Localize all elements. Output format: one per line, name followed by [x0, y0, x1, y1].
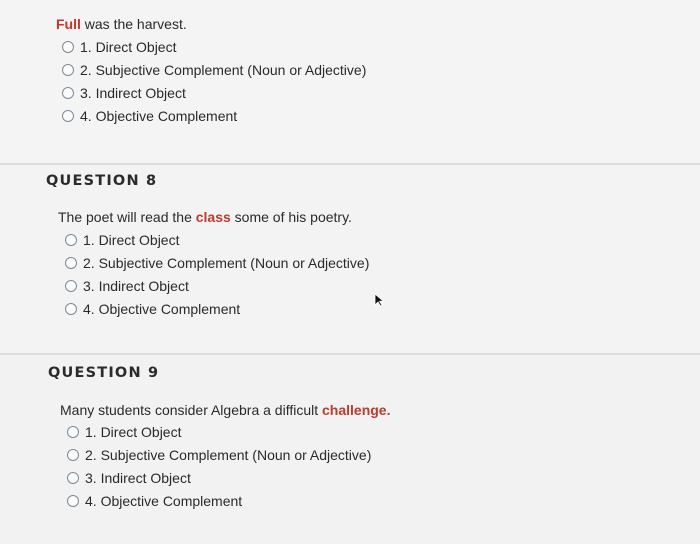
answer-option[interactable]	[62, 58, 366, 81]
radio-button[interactable]	[62, 87, 74, 99]
option-label: 3. Indirect Object	[83, 277, 189, 294]
radio-button[interactable]	[65, 257, 77, 269]
answer-option[interactable]	[62, 35, 366, 58]
prompt-highlight: Full	[56, 16, 81, 32]
question-7-options	[62, 35, 366, 127]
option-label: 3. Indirect Object	[85, 469, 191, 486]
answer-option[interactable]	[62, 104, 366, 127]
prompt-suffix: some of his poetry.	[230, 209, 352, 225]
option-label: 2. Subjective Complement (Noun or Adjective)	[85, 446, 372, 463]
radio-button[interactable]	[67, 495, 79, 507]
option-label: 4. Objective Complement	[80, 107, 238, 124]
question-9-prompt	[60, 402, 390, 418]
prompt-prefix: The poet will read the	[58, 209, 196, 225]
option-label: 1. Direct Object	[80, 38, 177, 55]
prompt-prefix: Many students consider Algebra a difficult	[60, 402, 323, 418]
radio-button[interactable]	[62, 64, 74, 76]
option-label: 2. Subjective Complement (Noun or Adjective)	[83, 254, 370, 271]
question-7-panel	[0, 0, 700, 163]
option-label: 2. Subjective Complement (Noun or Adjective)	[80, 61, 367, 78]
answer-option[interactable]	[67, 466, 371, 489]
answer-option[interactable]	[67, 420, 371, 443]
question-8-panel	[0, 165, 700, 353]
prompt-highlight: class	[195, 209, 231, 225]
answer-option[interactable]	[65, 297, 369, 320]
question-9-panel	[0, 355, 700, 544]
question-8-title: QUESTION 8	[46, 173, 158, 189]
answer-option[interactable]	[65, 228, 369, 251]
option-label: 1. Direct Object	[85, 423, 182, 440]
option-label: 3. Indirect Object	[80, 84, 186, 101]
radio-button[interactable]	[65, 280, 77, 292]
answer-option[interactable]	[67, 489, 371, 512]
option-label: 4. Objective Complement	[83, 300, 241, 317]
question-8-options	[65, 228, 369, 320]
radio-button[interactable]	[65, 234, 77, 246]
mouse-pointer-icon	[374, 293, 388, 307]
prompt-highlight: challenge.	[322, 402, 391, 418]
radio-button[interactable]	[67, 426, 79, 438]
question-9-options	[67, 420, 371, 512]
radio-button[interactable]	[62, 41, 74, 53]
radio-button[interactable]	[67, 449, 79, 461]
answer-option[interactable]	[67, 443, 371, 466]
option-label: 4. Objective Complement	[85, 492, 243, 509]
answer-option[interactable]	[62, 81, 366, 104]
radio-button[interactable]	[67, 472, 79, 484]
answer-option[interactable]	[65, 274, 369, 297]
radio-button[interactable]	[62, 110, 74, 122]
option-label: 1. Direct Object	[83, 231, 180, 248]
radio-button[interactable]	[65, 303, 77, 315]
question-9-title: QUESTION 9	[48, 365, 160, 381]
prompt-suffix: was the harvest.	[80, 16, 187, 32]
question-7-prompt	[56, 16, 187, 32]
answer-option[interactable]	[65, 251, 369, 274]
question-8-prompt	[58, 209, 352, 225]
